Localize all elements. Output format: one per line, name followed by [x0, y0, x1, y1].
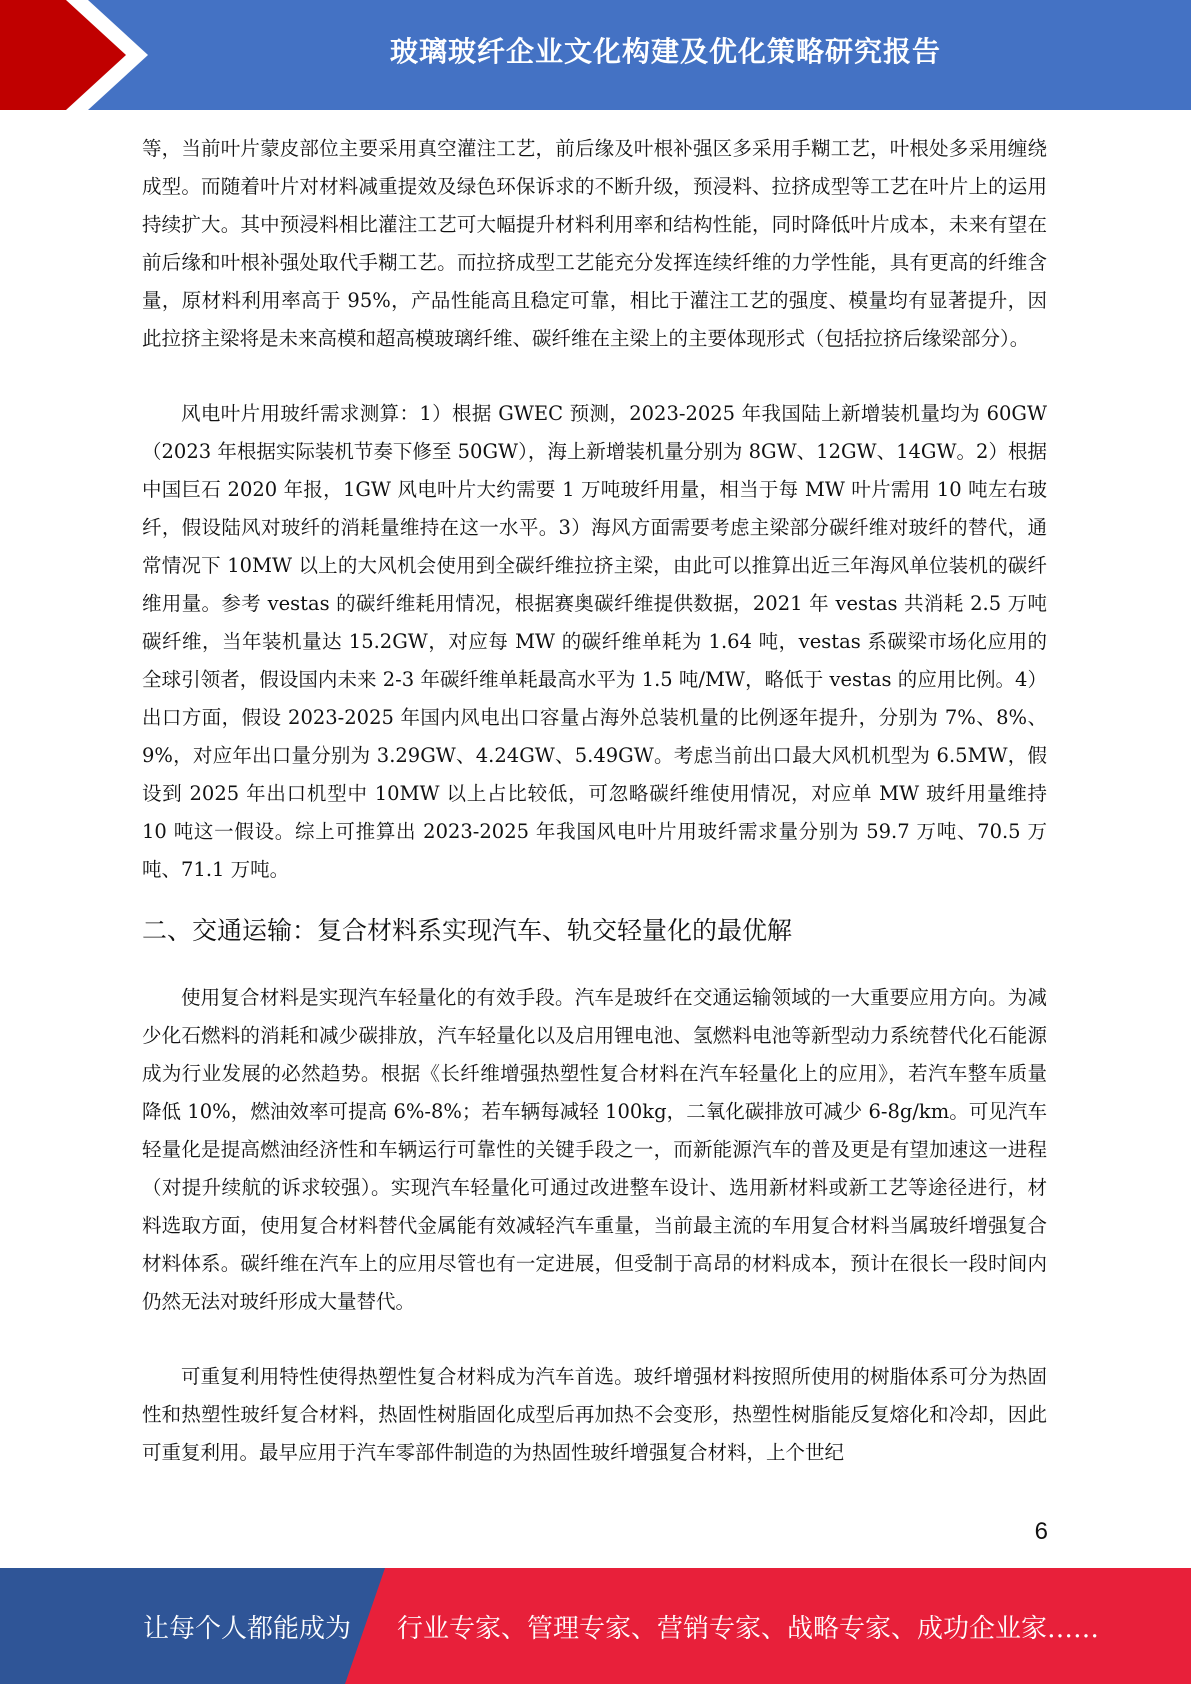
body-paragraph-4: 可重复利用特性使得热塑性复合材料成为汽车首选。玻纤增强材料按照所使用的树脂体系可分为热固性和热塑性玻纤复合材料，热固性树脂固化成型后再加热不会变形，热塑性树脂能反复熔化和冷却，因此可重复利用。最早应用于汽车零部件制造的为热固性玻纤增强复合材料，上个世纪	[142, 1365, 1047, 1464]
footer-slogan-right: 行业专家、管理专家、营销专家、战略专家、成功企业家……	[397, 1613, 1100, 1644]
document-title: 玻璃玻纤企业文化构建及优化策略研究报告	[389, 35, 941, 68]
page-footer	[0, 1568, 1191, 1684]
body-paragraph-3: 使用复合材料是实现汽车轻量化的有效手段。汽车是玻纤在交通运输领域的一大重要应用方向。为减少化石燃料的消耗和减少碳排放，汽车轻量化以及启用锂电池、氢燃料电池等新型动力系统替代化石能源成为行业发展的必然趋势。根据《长纤维增强热塑性复合材料在汽车轻量化上的应用》，若汽车整车质量降低 10%，燃油效率可提高 6%-8%；若车辆每减轻 100kg，二氧化碳排放可减少 6-8g/km。可见汽车轻量化是提高燃油经济性和车辆运行可靠性的关键手段之一，而新能源汽车的普及更是有望加速这一进程（对提升续航的诉求较强）。实现汽车轻量化可通过改进整车设计、选用新材料或新工艺等途径进行，材料选取方面，使用复合材料替代金属能有效减轻汽车重量，当前最主流的车用复合材料当属玻纤增强复合材料体系。碳纤维在汽车上的应用尽管也有一定进展，但受制于高昂的材料成本，预计在很长一段时间内仍然无法对玻纤形成大量替代。	[142, 986, 1047, 1313]
body-paragraph-1: 等，当前叶片蒙皮部位主要采用真空灌注工艺，前后缘及叶根补强区多采用手糊工艺，叶根处多采用缠绕成型。而随着叶片对材料减重提效及绿色环保诉求的不断升级，预浸料、拉挤成型等工艺在叶片上的运用持续扩大。其中预浸料相比灌注工艺可大幅提升材料利用率和结构性能，同时降低叶片成本，未来有望在前后缘和叶根补强处取代手糊工艺。而拉挤成型工艺能充分发挥连续纤维的力学性能，具有更高的纤维含量，原材料利用率高于 95%，产品性能高且稳定可靠，相比于灌注工艺的强度、模量均有显著提升，因此拉挤主梁将是未来高模和超高模玻璃纤维、碳纤维在主梁上的主要体现形式（包括拉挤后缘梁部分）。	[142, 137, 1047, 350]
footer-slogan-left: 让每个人都能成为	[143, 1613, 352, 1644]
page-number: 6	[1034, 1518, 1048, 1545]
page-header	[0, 0, 1191, 110]
section-heading: 二、交通运输：复合材料系实现汽车、轨交轻量化的最优解	[142, 916, 793, 945]
page-content	[142, 130, 1047, 1472]
body-paragraph-2: 风电叶片用玻纤需求测算：1）根据 GWEC 预测，2023-2025 年我国陆上新增装机量均为 60GW（2023 年根据实际装机节奏下修至 50GW），海上新增装机量分别为 8GW、12GW、14GW。2）根据中国巨石 2020 年报，1GW 风电叶片大约需要 1 万吨玻纤用量，相当于每 MW 叶片需用 10 吨左右玻纤，假设陆风对玻纤的消耗量维持在这一水平。3）海风方面需要考虑主梁部分碳纤维对玻纤的替代，通常情况下 10MW 以上的大风机会使用到全碳纤维拉挤主梁，由此可以推算出近三年海风单位装机的碳纤维用量。参考 vestas 的碳纤维耗用情况，根据赛奥碳纤维提供数据，2021 年 vestas 共消耗 2.5 万吨碳纤维，当年装机量达 15.2GW，对应每 MW 的碳纤维单耗为 1.64 吨，vestas 系碳梁市场化应用的全球引领者，假设国内未来 2-3 年碳纤维单耗最高水平为 1.5 吨/MW，略低于 vestas 的应用比例。4）出口方面，假设 2023-2025 年国内风电出口容量占海外总装机量的比例逐年提升，分别为 7%、8%、9%，对应年出口量分别为 3.29GW、4.24GW、5.49GW。考虑当前出口最大风机机型为 6.5MW，假设到 2025 年出口机型中 10MW 以上占比较低，可忽略碳纤维使用情况，对应单 MW 玻纤用量维持 10 吨这一假设。综上可推算出 2023-2025 年我国风电叶片用玻纤需求量分别为 59.7 万吨、70.5 万吨、71.1 万吨。	[142, 402, 1047, 881]
